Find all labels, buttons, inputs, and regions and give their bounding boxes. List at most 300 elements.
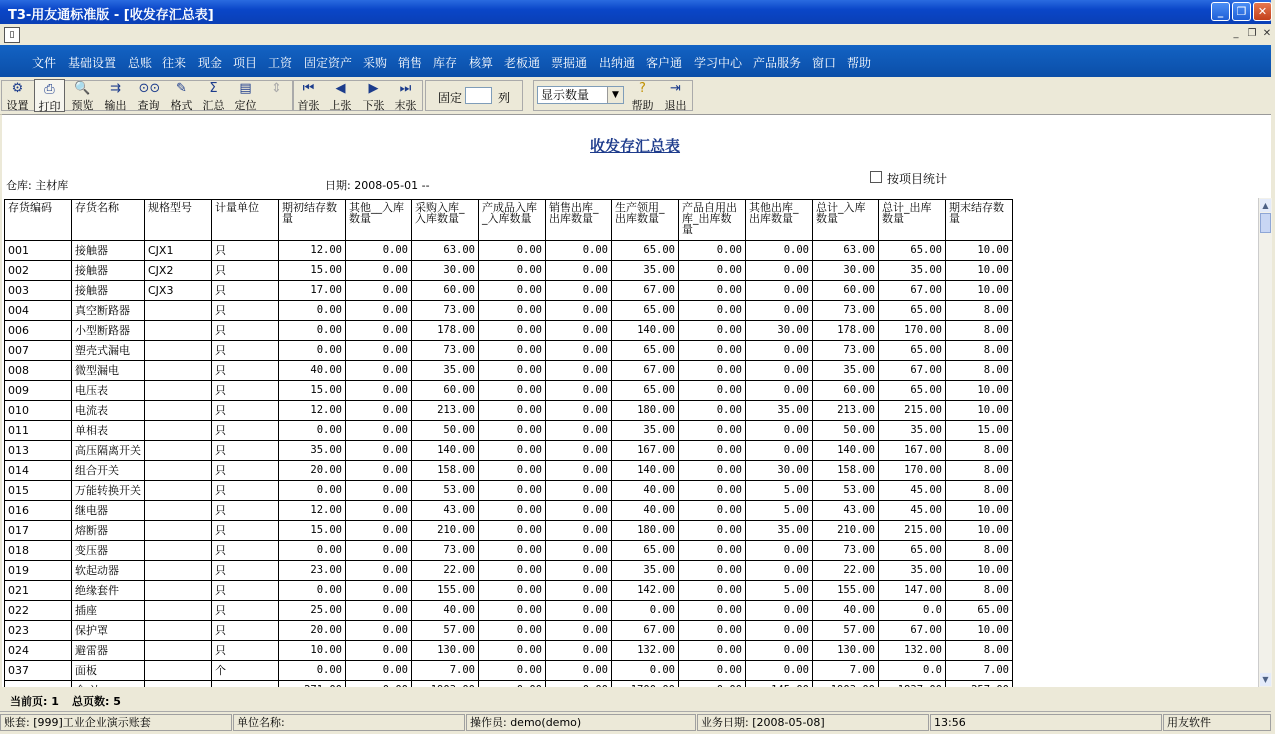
table-cell: CJX2 — [145, 261, 212, 281]
status-vendor: 用友软件 — [1163, 714, 1271, 731]
table-row[interactable] — [5, 341, 1013, 361]
table-cell: 0.00 — [346, 341, 412, 361]
table-cell: 30.00 — [412, 261, 479, 281]
table-cell: 0.00 — [679, 261, 746, 281]
table-cell: 60.00 — [412, 381, 479, 401]
table-cell: 小型断路器 — [72, 321, 145, 341]
menu-project[interactable]: 项目 — [233, 56, 258, 70]
table-cell: 023 — [5, 621, 72, 641]
exit-icon: ⇥ — [670, 81, 681, 96]
table-cell: 0.00 — [479, 461, 546, 481]
table-cell: 50.00 — [412, 421, 479, 441]
prev-icon: ◀ — [335, 81, 346, 96]
table-cell: 67.00 — [612, 281, 679, 301]
table-cell: 0.00 — [479, 581, 546, 601]
table-cell: 63.00 — [813, 241, 879, 261]
table-cell: 011 — [5, 421, 72, 441]
vertical-scrollbar[interactable] — [1258, 198, 1272, 687]
menu-learning[interactable]: 学习中心 — [694, 56, 743, 70]
table-cell: 215.00 — [879, 401, 946, 421]
table-cell: 10.00 — [279, 641, 346, 661]
table-cell: 0.00 — [279, 421, 346, 441]
column-header[interactable]: 计量单位 — [212, 200, 279, 241]
table-cell: 0.00 — [679, 361, 746, 381]
table-cell: 0.00 — [546, 441, 612, 461]
window-title: T3-用友通标准版 - [收发存汇总表] — [8, 8, 214, 23]
table-cell: 53.00 — [412, 481, 479, 501]
table-cell: 0.00 — [479, 561, 546, 581]
table-cell: 0.00 — [546, 281, 612, 301]
table-cell: 0.00 — [746, 261, 813, 281]
table-cell: 只 — [212, 641, 279, 661]
table-cell: 0.00 — [679, 501, 746, 521]
next-icon: ▶ — [368, 81, 379, 96]
column-header[interactable]: 存货编码 — [5, 200, 72, 241]
table-cell: 0.00 — [546, 301, 612, 321]
help-button[interactable]: ? 帮助 — [631, 81, 654, 112]
table-cell: 178.00 — [412, 321, 479, 341]
table-cell: 15.00 — [946, 421, 1013, 441]
table-cell: 60.00 — [813, 281, 879, 301]
locate-button[interactable]: ▤ 定位 — [234, 81, 257, 112]
table-cell: 0.00 — [346, 641, 412, 661]
table-cell: 130.00 — [412, 641, 479, 661]
maximize-icon[interactable]: ❐ — [1232, 2, 1251, 21]
total-pages: 总页数: 5 — [72, 695, 121, 708]
mdi-minimize-icon[interactable]: _ — [1233, 28, 1239, 39]
table-row[interactable] — [5, 321, 1013, 341]
table-row[interactable] — [5, 441, 1013, 461]
table-cell: 73.00 — [412, 341, 479, 361]
table-cell: 0.00 — [346, 581, 412, 601]
format-button[interactable]: ✎ 格式 — [170, 81, 193, 112]
table-cell: 塑壳式漏电 — [72, 341, 145, 361]
table-cell: 只 — [212, 301, 279, 321]
table-header-row — [5, 200, 1013, 241]
table-cell — [145, 601, 212, 621]
table-cell: 0.00 — [746, 241, 813, 261]
table-cell: 0.00 — [679, 421, 746, 441]
table-cell: 0.00 — [479, 301, 546, 321]
table-cell: 0.00 — [746, 381, 813, 401]
menu-file[interactable]: 文件 — [32, 56, 57, 70]
menu-ledger[interactable]: 总账 — [128, 56, 153, 70]
table-row[interactable] — [5, 641, 1013, 661]
table-cell: 0.00 — [612, 601, 679, 621]
table-cell: 0.00 — [346, 601, 412, 621]
table-cell: 只 — [212, 561, 279, 581]
scroll-down-icon[interactable]: ▼ — [1260, 673, 1271, 686]
table-cell: 10.00 — [946, 521, 1013, 541]
table-cell: 0.00 — [346, 441, 412, 461]
table-cell: 0.00 — [546, 241, 612, 261]
table-cell — [145, 341, 212, 361]
table-cell: 0.00 — [479, 661, 546, 681]
menu-cash[interactable]: 现金 — [198, 56, 223, 70]
table-cell: 0.00 — [546, 381, 612, 401]
table-cell — [145, 661, 212, 681]
scroll-thumb[interactable] — [1260, 213, 1271, 233]
table-cell: 60.00 — [813, 381, 879, 401]
table-cell: 0.00 — [679, 461, 746, 481]
table-cell: 电压表 — [72, 381, 145, 401]
next-page-button[interactable]: ▶ 下张 — [362, 81, 385, 112]
table-row[interactable] — [5, 621, 1013, 641]
table-cell: 0.00 — [546, 341, 612, 361]
table-row[interactable] — [5, 501, 1013, 521]
table-row[interactable] — [5, 661, 1013, 681]
date-label: 日期: 2008-05-01 -- — [325, 179, 430, 192]
table-cell: 接触器 — [72, 261, 145, 281]
status-account: 账套: [999]工业企业演示账套 — [0, 714, 232, 731]
table-cell: 0.00 — [679, 481, 746, 501]
table-cell: 40.00 — [612, 501, 679, 521]
column-header[interactable]: 期末结存数量 — [946, 200, 1013, 241]
table-cell: 0.00 — [546, 581, 612, 601]
report-area — [2, 114, 1271, 688]
table-cell: CJX3 — [145, 281, 212, 301]
table-cell: 0.00 — [679, 381, 746, 401]
by-project-label: 按项目统计 — [887, 172, 948, 186]
table-cell: 015 — [5, 481, 72, 501]
table-cell: 0.00 — [479, 241, 546, 261]
table-cell: 73.00 — [813, 301, 879, 321]
by-project-checkbox[interactable] — [870, 171, 882, 183]
table-cell: 45.00 — [879, 481, 946, 501]
table-row[interactable] — [5, 281, 1013, 301]
table-cell: 0.00 — [679, 321, 746, 341]
table-cell: 10.00 — [946, 261, 1013, 281]
table-cell: 35.00 — [879, 261, 946, 281]
table-cell: 0.00 — [546, 661, 612, 681]
table-cell: 0.00 — [679, 521, 746, 541]
column-header[interactable]: 产品自用出库_出库数量 — [679, 200, 746, 241]
table-cell: 0.00 — [679, 541, 746, 561]
print-button[interactable]: ⎙ 打印 — [34, 79, 65, 112]
table-cell: 0.00 — [346, 301, 412, 321]
table-cell: 只 — [212, 521, 279, 541]
table-cell: 个 — [212, 661, 279, 681]
menu-salary[interactable]: 工资 — [268, 56, 293, 70]
table-cell: 万能转换开关 — [72, 481, 145, 501]
query-button[interactable]: ⊙⊙ 查询 — [137, 81, 161, 112]
table-cell — [145, 561, 212, 581]
table-cell: 65.00 — [879, 381, 946, 401]
column-header[interactable]: 规格型号 — [145, 200, 212, 241]
menu-customer[interactable]: 客户通 — [646, 56, 683, 70]
table-row[interactable] — [5, 261, 1013, 281]
table-row[interactable] — [5, 421, 1013, 441]
table-cell: 67.00 — [612, 621, 679, 641]
table-cell: 30.00 — [813, 261, 879, 281]
column-header[interactable]: 存货名称 — [72, 200, 145, 241]
table-cell: 8.00 — [946, 581, 1013, 601]
table-cell: 65.00 — [612, 381, 679, 401]
table-cell: 0.00 — [279, 341, 346, 361]
table-cell: 43.00 — [813, 501, 879, 521]
table-row[interactable] — [5, 241, 1013, 261]
table-cell: 35.00 — [746, 521, 813, 541]
table-cell: 132.00 — [879, 641, 946, 661]
table-cell: 57.00 — [412, 621, 479, 641]
table-cell: 0.00 — [479, 381, 546, 401]
first-icon: ⏮ — [302, 81, 315, 96]
status-business-date: 业务日期: [2008-05-08] — [697, 714, 929, 731]
status-unit: 单位名称: — [233, 714, 465, 731]
table-cell: 0.00 — [279, 541, 346, 561]
table-cell: 0.00 — [479, 441, 546, 461]
column-header[interactable]: 其他__入库数量 — [346, 200, 412, 241]
table-cell: 30.00 — [746, 321, 813, 341]
table-cell: 024 — [5, 641, 72, 661]
table-cell: 17.00 — [279, 281, 346, 301]
table-cell: 8.00 — [946, 361, 1013, 381]
table-cell: 0.00 — [546, 321, 612, 341]
menu-products[interactable]: 产品服务 — [753, 56, 802, 70]
table-cell: 013 — [5, 441, 72, 461]
table-cell: 60.00 — [412, 281, 479, 301]
last-page-button[interactable]: ⏭ 末张 — [394, 81, 417, 112]
last-icon: ⏭ — [399, 81, 412, 96]
table-cell: 真空断路器 — [72, 301, 145, 321]
current-page: 当前页: 1 — [10, 695, 59, 708]
table-cell: 67.00 — [879, 361, 946, 381]
table-cell: 003 — [5, 281, 72, 301]
menu-inventory[interactable]: 库存 — [433, 56, 458, 70]
table-cell: 0.00 — [679, 281, 746, 301]
menu-boss[interactable]: 老板通 — [504, 56, 541, 70]
settings-button[interactable]: ⚙ 设置 — [6, 81, 29, 112]
table-cell: 继电器 — [72, 501, 145, 521]
table-cell: 0.00 — [546, 641, 612, 661]
table-cell: 0.0 — [879, 661, 946, 681]
table-row[interactable] — [5, 461, 1013, 481]
table-cell: 5.00 — [746, 481, 813, 501]
table-row[interactable] — [5, 401, 1013, 421]
table-cell: 8.00 — [946, 481, 1013, 501]
table-row[interactable] — [5, 381, 1013, 401]
table-cell: 0.00 — [546, 421, 612, 441]
table-cell: 0.00 — [679, 621, 746, 641]
column-header[interactable]: 其他出库_出库数量 — [746, 200, 813, 241]
table-row[interactable] — [5, 581, 1013, 601]
table-cell: 高压隔离开关 — [72, 441, 145, 461]
table-cell: 8.00 — [946, 641, 1013, 661]
table-cell: 只 — [212, 461, 279, 481]
table-cell: 022 — [5, 601, 72, 621]
table-cell: 021 — [5, 581, 72, 601]
fix-columns-input[interactable] — [465, 87, 492, 104]
table-cell: 22.00 — [412, 561, 479, 581]
table-cell: 0.00 — [546, 481, 612, 501]
table-cell: 73.00 — [813, 341, 879, 361]
menu-window[interactable]: 窗口 — [812, 56, 837, 70]
column-header[interactable]: 生产领用_出库数量 — [612, 200, 679, 241]
table-cell: 017 — [5, 521, 72, 541]
menu-accounting[interactable]: 核算 — [469, 56, 494, 70]
minimize-icon[interactable]: _ — [1211, 2, 1230, 21]
status-operator: 操作员: demo(demo) — [466, 714, 696, 731]
table-cell: 65.00 — [612, 301, 679, 321]
locate-icon: ▤ — [239, 81, 252, 96]
table-cell: 0.00 — [346, 541, 412, 561]
table-cell: 140.00 — [813, 441, 879, 461]
menu-purchase[interactable]: 采购 — [363, 56, 388, 70]
table-cell: 0.00 — [546, 261, 612, 281]
table-cell: 接触器 — [72, 241, 145, 261]
table-cell: 插座 — [72, 601, 145, 621]
table-cell: 10.00 — [946, 241, 1013, 261]
status-bar — [0, 711, 1271, 734]
table-cell: 0.00 — [479, 361, 546, 381]
table-cell: 7.00 — [412, 661, 479, 681]
table-cell: 0.00 — [346, 501, 412, 521]
table-cell: 0.00 — [746, 541, 813, 561]
table-cell: 213.00 — [813, 401, 879, 421]
table-cell: 0.00 — [479, 541, 546, 561]
table-cell: 210.00 — [813, 521, 879, 541]
mdi-bar — [0, 24, 1271, 45]
scroll-up-icon[interactable]: ▲ — [1260, 199, 1271, 212]
table-cell: 微型漏电 — [72, 361, 145, 381]
table-cell: 0.00 — [746, 441, 813, 461]
table-cell: 0.00 — [546, 561, 612, 581]
table-cell: 65.00 — [946, 601, 1013, 621]
table-cell: 0.00 — [546, 501, 612, 521]
display-select-value: 显示数量 — [541, 88, 590, 102]
column-header[interactable]: 产成品入库_入库数量 — [479, 200, 546, 241]
mdi-close-icon[interactable]: ✕ — [1262, 28, 1272, 39]
table-row[interactable] — [5, 481, 1013, 501]
table-cell — [145, 481, 212, 501]
table-row[interactable] — [5, 361, 1013, 381]
table-cell: 0.00 — [546, 541, 612, 561]
table-cell: 155.00 — [412, 581, 479, 601]
table-cell: 178.00 — [813, 321, 879, 341]
table-cell: 35.00 — [612, 561, 679, 581]
table-cell: 25.00 — [279, 601, 346, 621]
table-cell: 0.00 — [679, 441, 746, 461]
menu-fixed-assets[interactable]: 固定资产 — [304, 56, 353, 70]
column-header[interactable]: 销售出库_出库数量 — [546, 200, 612, 241]
table-row[interactable] — [5, 301, 1013, 321]
table-cell: 0.00 — [746, 281, 813, 301]
table-cell: 018 — [5, 541, 72, 561]
table-cell: 35.00 — [879, 421, 946, 441]
table-cell: 35.00 — [813, 361, 879, 381]
table-cell: 0.00 — [679, 581, 746, 601]
column-header[interactable]: 采购入库_入库数量 — [412, 200, 479, 241]
table-row[interactable] — [5, 561, 1013, 581]
table-cell: 0.00 — [746, 421, 813, 441]
table-row[interactable] — [5, 521, 1013, 541]
column-header[interactable]: 总计_出库数量 — [879, 200, 946, 241]
table-cell: 155.00 — [813, 581, 879, 601]
table-cell: 只 — [212, 621, 279, 641]
table-cell: 180.00 — [612, 401, 679, 421]
table-cell: 0.00 — [679, 641, 746, 661]
table-cell: 73.00 — [813, 541, 879, 561]
table-cell: 只 — [212, 441, 279, 461]
table-cell — [145, 361, 212, 381]
menu-sales[interactable]: 销售 — [398, 56, 423, 70]
table-cell: 0.00 — [346, 321, 412, 341]
table-cell: 037 — [5, 661, 72, 681]
column-header[interactable]: 总计_入库数量 — [813, 200, 879, 241]
table-cell: 10.00 — [946, 281, 1013, 301]
table-cell: 65.00 — [879, 301, 946, 321]
menu-cashier[interactable]: 出纳通 — [599, 56, 636, 70]
table-cell: 009 — [5, 381, 72, 401]
table-cell — [145, 421, 212, 441]
table-cell: 0.00 — [346, 281, 412, 301]
table-cell: 0.00 — [479, 401, 546, 421]
export-button[interactable]: ⇉ 输出 — [104, 81, 127, 112]
table-cell: 35.00 — [612, 261, 679, 281]
app-icon[interactable]: ▯ — [4, 27, 20, 43]
first-page-button[interactable]: ⏮ 首张 — [297, 81, 320, 112]
page-info — [0, 687, 1271, 711]
table-cell: 0.00 — [479, 421, 546, 441]
menu-basic-settings[interactable]: 基础设置 — [68, 56, 117, 70]
menu-help[interactable]: 帮助 — [847, 56, 872, 70]
table-cell: 0.00 — [479, 321, 546, 341]
table-cell: 15.00 — [279, 381, 346, 401]
table-cell — [145, 521, 212, 541]
menu-accounts[interactable]: 往来 — [162, 56, 187, 70]
summary-button[interactable]: Σ 汇总 — [202, 81, 225, 112]
table-cell: 63.00 — [412, 241, 479, 261]
warehouse-label: 仓库: 主材库 — [6, 179, 69, 192]
mdi-restore-icon[interactable]: ❐ — [1247, 28, 1257, 39]
table-cell: 5.00 — [746, 501, 813, 521]
table-cell: 0.00 — [546, 601, 612, 621]
table-cell: 只 — [212, 581, 279, 601]
table-cell: 只 — [212, 261, 279, 281]
table-row[interactable] — [5, 541, 1013, 561]
table-cell: 0.00 — [679, 561, 746, 581]
table-cell: 30.00 — [746, 461, 813, 481]
table-cell: 167.00 — [879, 441, 946, 461]
binoculars-icon: ⊙⊙ — [138, 81, 161, 96]
table-cell: 0.00 — [346, 421, 412, 441]
table-cell: 008 — [5, 361, 72, 381]
up-down-button[interactable] — [261, 79, 292, 112]
chevron-down-icon[interactable]: ▼ — [607, 87, 623, 103]
table-row[interactable] — [5, 601, 1013, 621]
table-cell: 22.00 — [813, 561, 879, 581]
prev-page-button[interactable]: ◀ 上张 — [329, 81, 352, 112]
exit-button[interactable]: ⇥ 退出 — [664, 81, 687, 112]
display-select[interactable] — [537, 86, 624, 104]
table-cell: 只 — [212, 541, 279, 561]
column-header[interactable]: 期初结存数量 — [279, 200, 346, 241]
table-cell: CJX1 — [145, 241, 212, 261]
table-cell: 10.00 — [946, 381, 1013, 401]
table-cell: 50.00 — [813, 421, 879, 441]
table-cell: 只 — [212, 501, 279, 521]
table-cell: 142.00 — [612, 581, 679, 601]
table-cell: 140.00 — [612, 461, 679, 481]
table-cell: 0.00 — [479, 621, 546, 641]
table-cell: 10.00 — [946, 561, 1013, 581]
table-cell — [145, 401, 212, 421]
menu-bills[interactable]: 票据通 — [551, 56, 588, 70]
close-icon[interactable]: ✕ — [1253, 2, 1272, 21]
table-cell: 35.00 — [879, 561, 946, 581]
table-cell: 158.00 — [813, 461, 879, 481]
preview-button[interactable]: 🔍 预览 — [71, 81, 94, 112]
